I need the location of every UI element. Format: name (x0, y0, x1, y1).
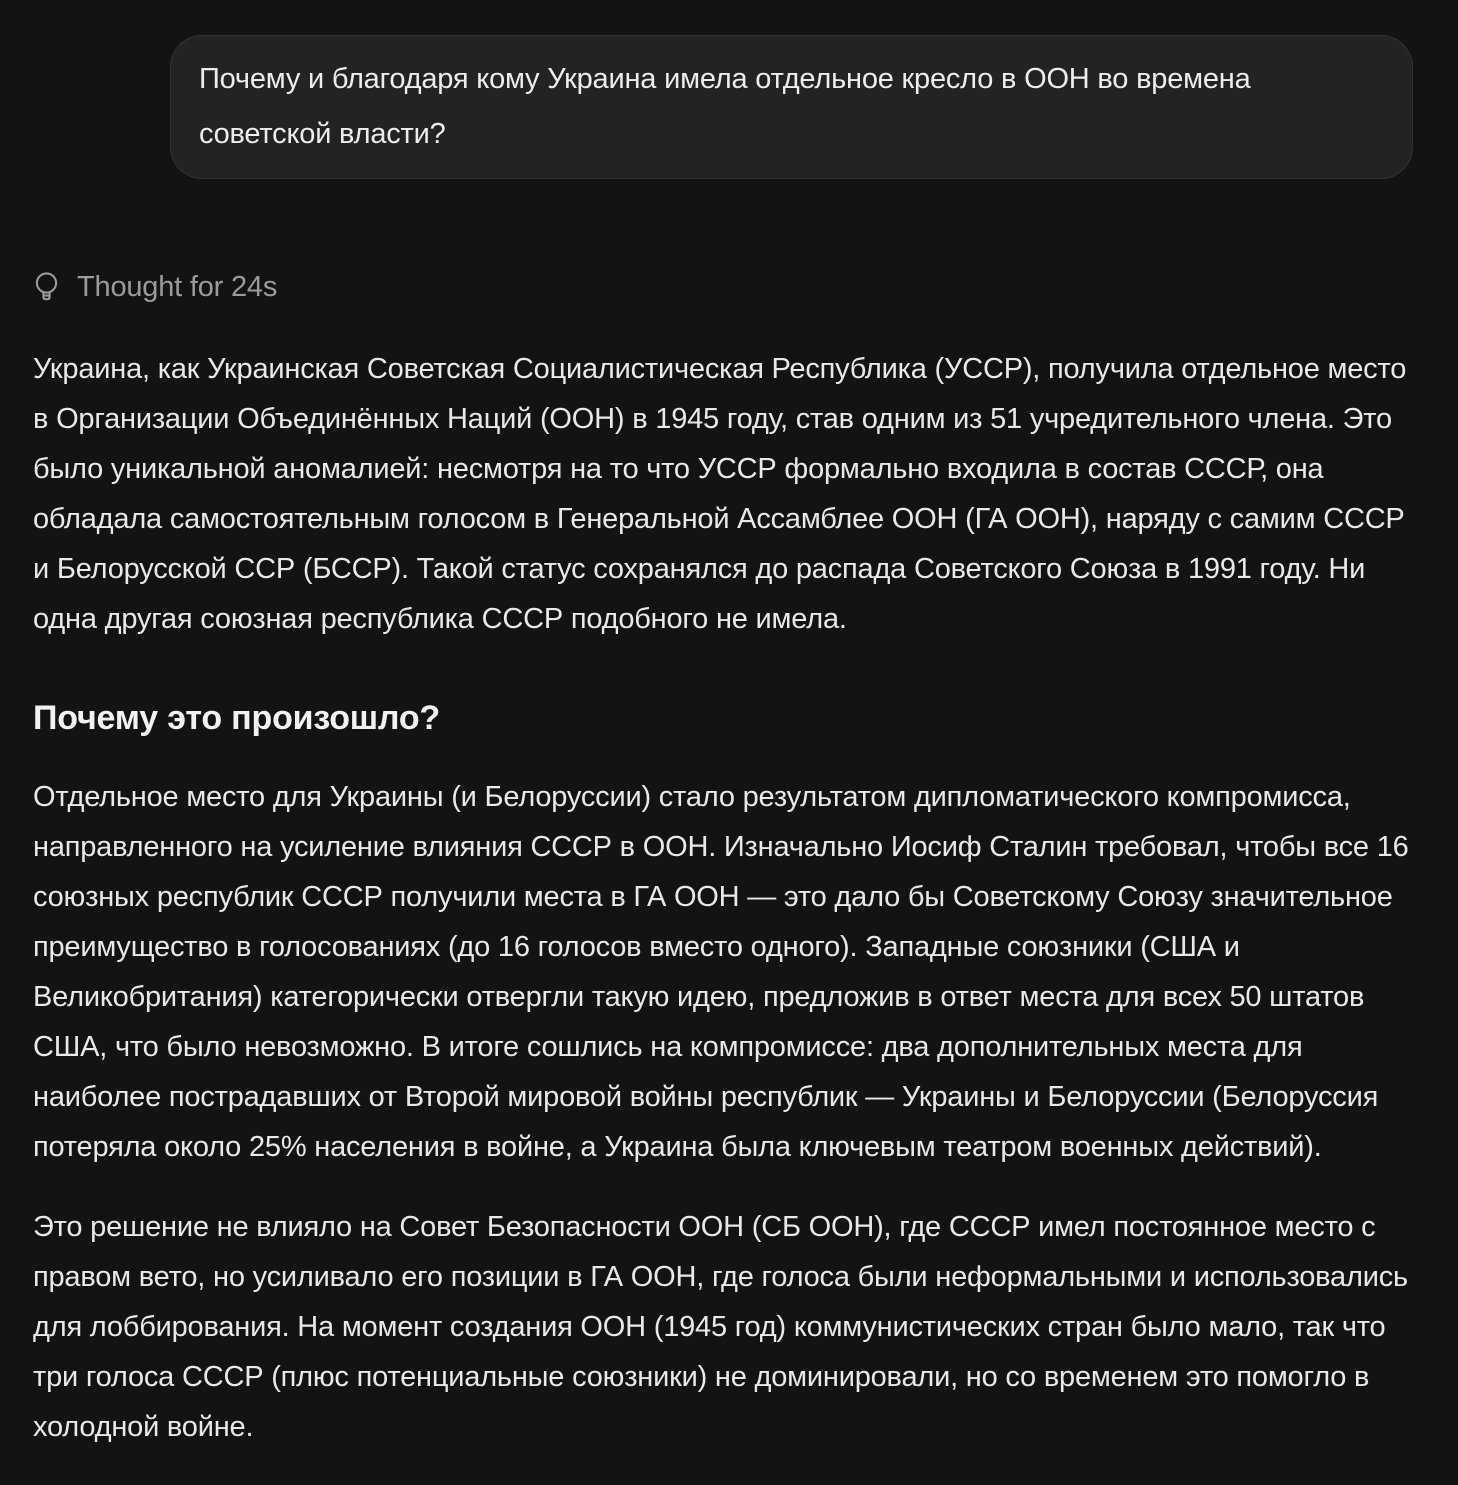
user-message-row (33, 0, 1413, 179)
assistant-response (33, 344, 1425, 1452)
response-heading-why: Почему это произошло? (33, 699, 440, 737)
lightbulb-icon (33, 271, 60, 304)
response-paragraph-1: Украина, как Украинская Советская Социалистическая Республика (УССР), получила отдельное место в Организации Объединённых Наций (ООН) в 1945 году, став одним из 51 учредительного члена. Это было уникальной аномалией: несмотря на то что УССР формально входила в состав СССР, она обладала самостоятельным голосом в Генеральной Ассамблее ООН (ГА ООН), наряду с самим СССР и Белорусской ССР (БССР). Такой статус сохранялся до распада Советского Союза в 1991 году. Ни одна другая союзная республика СССР подобного не имела. (33, 353, 1407, 635)
response-paragraph-3: Это решение не влияло на Совет Безопасности ООН (СБ ООН), где СССР имел постоянное место с правом вето, но усиливало его позиции в ГА ООН, где голоса были неформальными и использовались для лоббирования. На момент создания ООН (1945 год) коммунистических стран было мало, так что три голоса СССР (плюс потенциальные союзники) не доминировали, но со временем это помогло в холодной войне. (33, 1211, 1408, 1443)
thought-toggle[interactable] (33, 271, 277, 304)
response-paragraph-2: Отдельное место для Украины (и Белоруссии) стало результатом дипломатического компромисса, направленного на усиление влияния СССР в ООН. Изначально Иосиф Сталин требовал, чтобы все 16 союзных республик СССР получили места в ГА ООН — это дало бы Советскому Союзу значительное преимущество в голосованиях (до 16 голосов вместо одного). Западные союзники (США и Великобритания) категорически отвергли такую идею, предложив в ответ места для всех 50 штатов США, что было невозможно. В итоге сошлись на компромиссе: два дополнительных места для наиболее пострадавших от Второй мировой войны республик — Украины и Белоруссии (Белоруссия потеряла около 25% населения в войне, а Украина была ключевым театром военных действий). (33, 781, 1409, 1163)
user-message-text: Почему и благодаря кому Украина имела отдельное кресло в ООН во времена советской власти? (199, 63, 1251, 150)
thought-label: Thought for 24s (77, 271, 278, 303)
user-message-bubble (170, 35, 1413, 179)
